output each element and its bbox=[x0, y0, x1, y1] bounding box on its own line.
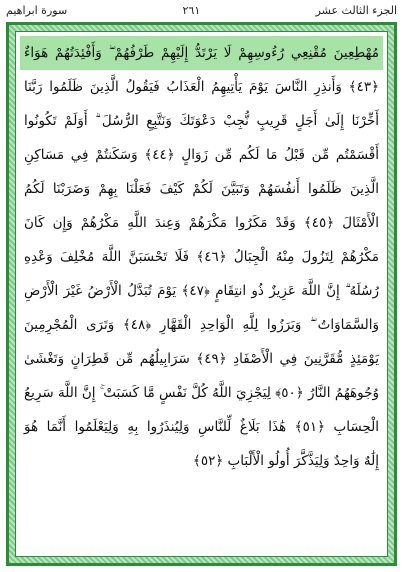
text-line[interactable]: الَّذِينَ ظَلَمُوا أَنفُسَهُمْ وَتَبَيَّنَ لَكُمْ كَيْفَ فَعَلْنَا بِهِمْ وَضَرَبْنَا لَكُمُ bbox=[24, 181, 379, 197]
text-line[interactable]: إِلَٰهٌ وَاحِدٌ وَلِيَذَّكَّرَ أُولُو الْأَلْبَابِ ﴿٥٢﴾ bbox=[192, 453, 379, 469]
juz-label: الجزء الثالث عشر bbox=[315, 3, 397, 17]
text-line[interactable]: رُسُلَهُ ۗ إِنَّ اللَّهَ عَزِيزٌ ذُو انتِقَامٍ ﴿٤٧﴾ يَوْمَ تُبَدَّلُ الْأَرْضُ غَيْرَ الْأَرْضِ bbox=[24, 283, 379, 299]
page-inner-panel bbox=[15, 31, 388, 557]
text-line-highlighted[interactable]: مُهْطِعِينَ مُقْنِعِي رُءُوسِهِمْ لَا يَرْتَدُّ إِلَيْهِمْ طَرْفُهُمْ ۖ وَأَفْئِدَتُهُمْ هَوَاءٌ bbox=[20, 36, 383, 70]
text-line[interactable]: ﴿٤٣﴾ وَأَنذِرِ النَّاسَ يَوْمَ يَأْتِيهِمُ الْعَذَابُ فَيَقُولُ الَّذِينَ ظَلَمُوا رَبَّنَا bbox=[24, 79, 379, 95]
text-line[interactable]: يَوْمَئِذٍ مُّقَرَّنِينَ فِي الْأَصْفَادِ ﴿٤٩﴾ سَرَابِيلُهُم مِّن قَطِرَانٍ وَتَغْشَىٰ bbox=[24, 351, 380, 367]
text-line[interactable]: أَخِّرْنَا إِلَىٰ أَجَلٍ قَرِيبٍ نُّجِبْ دَعْوَتَكَ وَنَتَّبِعِ الرُّسُلَ ۗ أَوَلَمْ تَكُونُوا bbox=[24, 113, 379, 129]
text-line[interactable]: وُجُوهَهُمُ النَّارُ ﴿٥٠﴾ لِيَجْزِيَ اللَّهُ كُلَّ نَفْسٍ مَّا كَسَبَتْ ۚ إِنَّ اللَّهَ سَرِيعُ bbox=[24, 385, 380, 401]
page-header bbox=[0, 0, 403, 20]
text-line[interactable]: الْحِسَابِ ﴿٥١﴾ هَٰذَا بَلَاغٌ لِّلنَّاسِ وَلِيُنذَرُوا بِهِ وَلِيَعْلَمُوا أَنَّمَا هُوَ bbox=[24, 419, 379, 435]
quran-text-block[interactable] bbox=[20, 36, 383, 552]
surah-label: سورة ابراهيم bbox=[6, 3, 68, 17]
page-number: ٢٦١ bbox=[182, 3, 201, 17]
text-line[interactable]: مَكْرُهُمْ لِتَزُولَ مِنْهُ الْجِبَالُ ﴿٤٦﴾ فَلَا تَحْسَبَنَّ اللَّهَ مُخْلِفَ وَعْدِهِ bbox=[24, 249, 380, 265]
page-border-frame bbox=[6, 22, 397, 566]
text-line[interactable]: أَقْسَمْتُم مِّن قَبْلُ مَا لَكُم مِّن زَوَالٍ ﴿٤٤﴾ وَسَكَنتُمْ فِي مَسَاكِنِ bbox=[24, 147, 379, 163]
text-line[interactable]: الْأَمْثَالَ ﴿٤٥﴾ وَقَدْ مَكَرُوا مَكْرَهُمْ وَعِندَ اللَّهِ مَكْرُهُمْ وَإِن كَانَ bbox=[24, 215, 379, 231]
text-line[interactable]: وَالسَّمَاوَاتُ ۖ وَبَرَزُوا لِلَّهِ الْوَاحِدِ الْقَهَّارِ ﴿٤٨﴾ وَتَرَى الْمُجْرِمِينَ bbox=[24, 317, 379, 333]
